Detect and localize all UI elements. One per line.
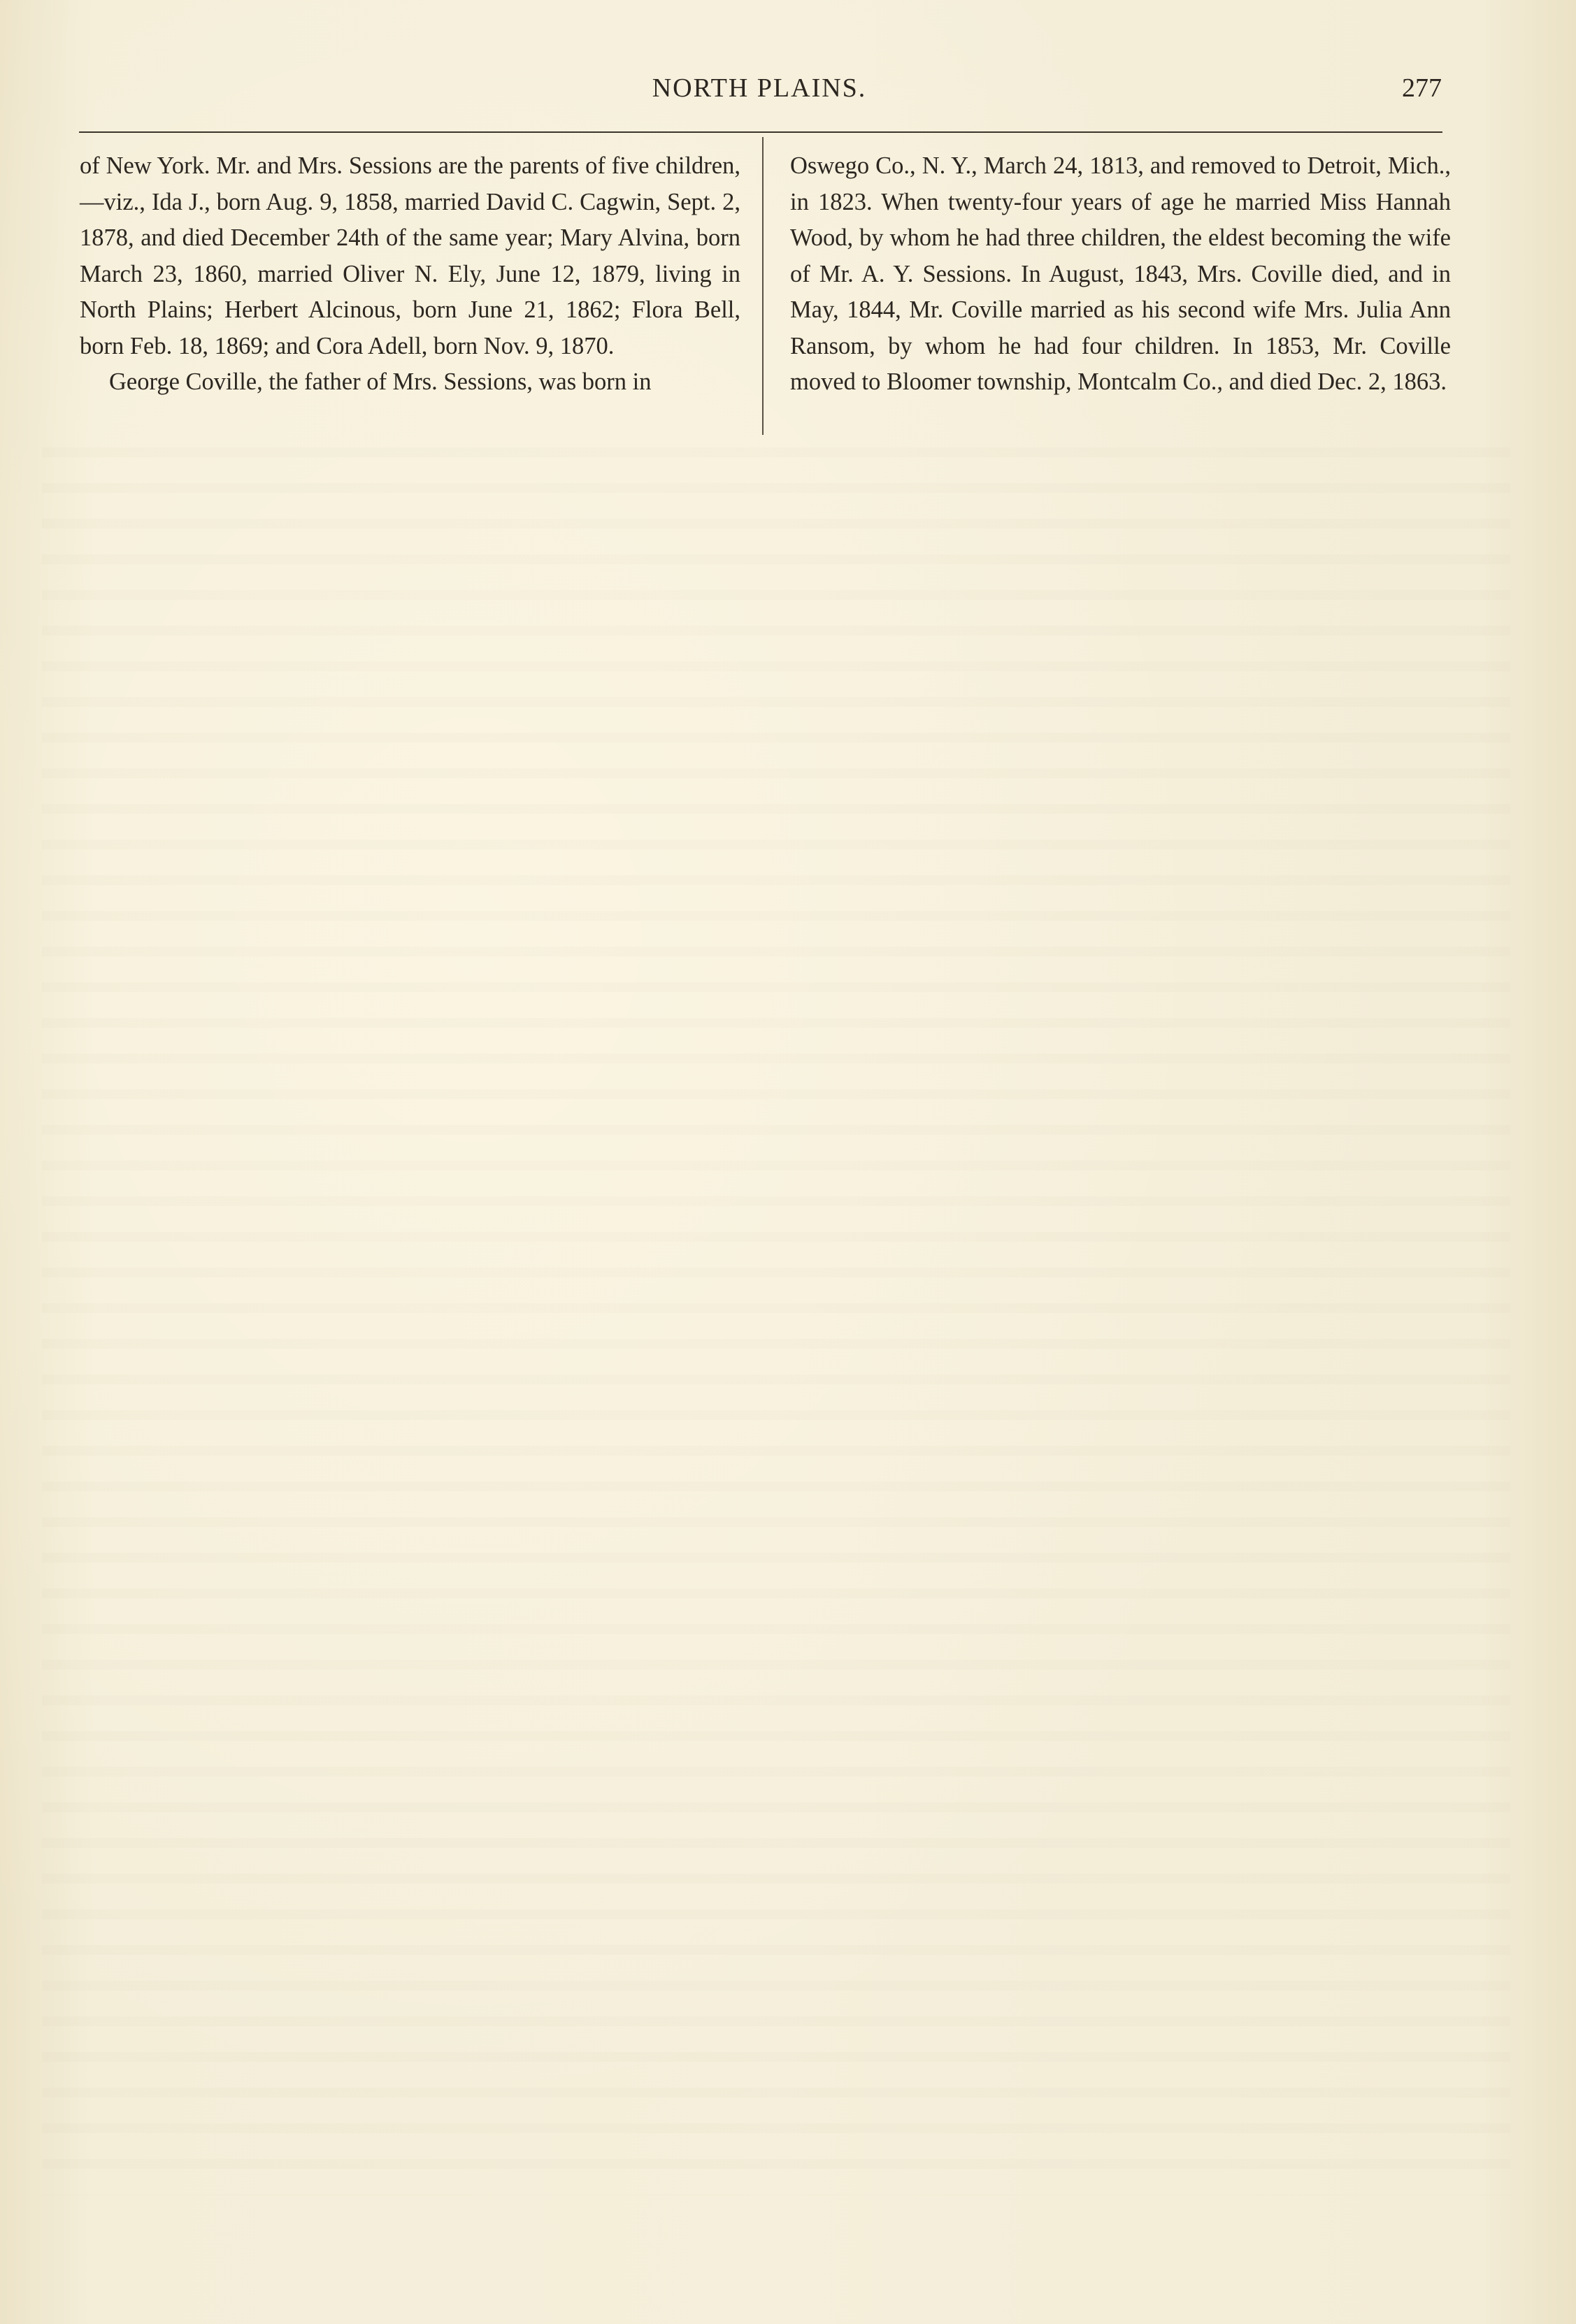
column-divider (762, 137, 764, 435)
right-paragraph-1: Oswego Co., N. Y., March 24, 1813, and removed to Detroit, Mich., in 1823. When twenty-four years of age he married Miss Hannah Wood, by whom he had three children, the eldest becoming the wife of Mr. A. Y. Sessions. In August, 1843, Mrs. Coville died, and in May, 1844, Mr. Coville married as his second wife Mrs. Julia Ann Ransom, by whom he had four children. In 1853, Mr. Coville moved to Bloomer township, Montcalm Co., and died Dec. 2, 1863. (790, 152, 1451, 395)
header-rule (79, 131, 1442, 133)
left-paragraph-1: of New York. Mr. and Mrs. Sessions are the parents of five children,—viz., Ida J., born Aug. 9, 1858, married David C. Cagwin, Sept. 2, 1878, and died December 24th of the same year; Mary Alvina, born March 23, 1860, married Oliver N. Ely, June 12, 1879, living in North Plains; Herbert Alcinous, born June 21, 1862; Flora Bell, born Feb. 18, 1869; and Cora Adell, born Nov. 9, 1870. (80, 152, 740, 359)
right-column (790, 148, 1451, 401)
bleed-through-texture (42, 447, 1510, 2195)
running-title: NORTH PLAINS. (652, 73, 867, 103)
page-number: 277 (1402, 73, 1442, 103)
left-column (80, 148, 740, 401)
left-paragraph-2: George Coville, the father of Mrs. Sessions, was born in (109, 368, 652, 395)
running-head (77, 73, 1442, 115)
